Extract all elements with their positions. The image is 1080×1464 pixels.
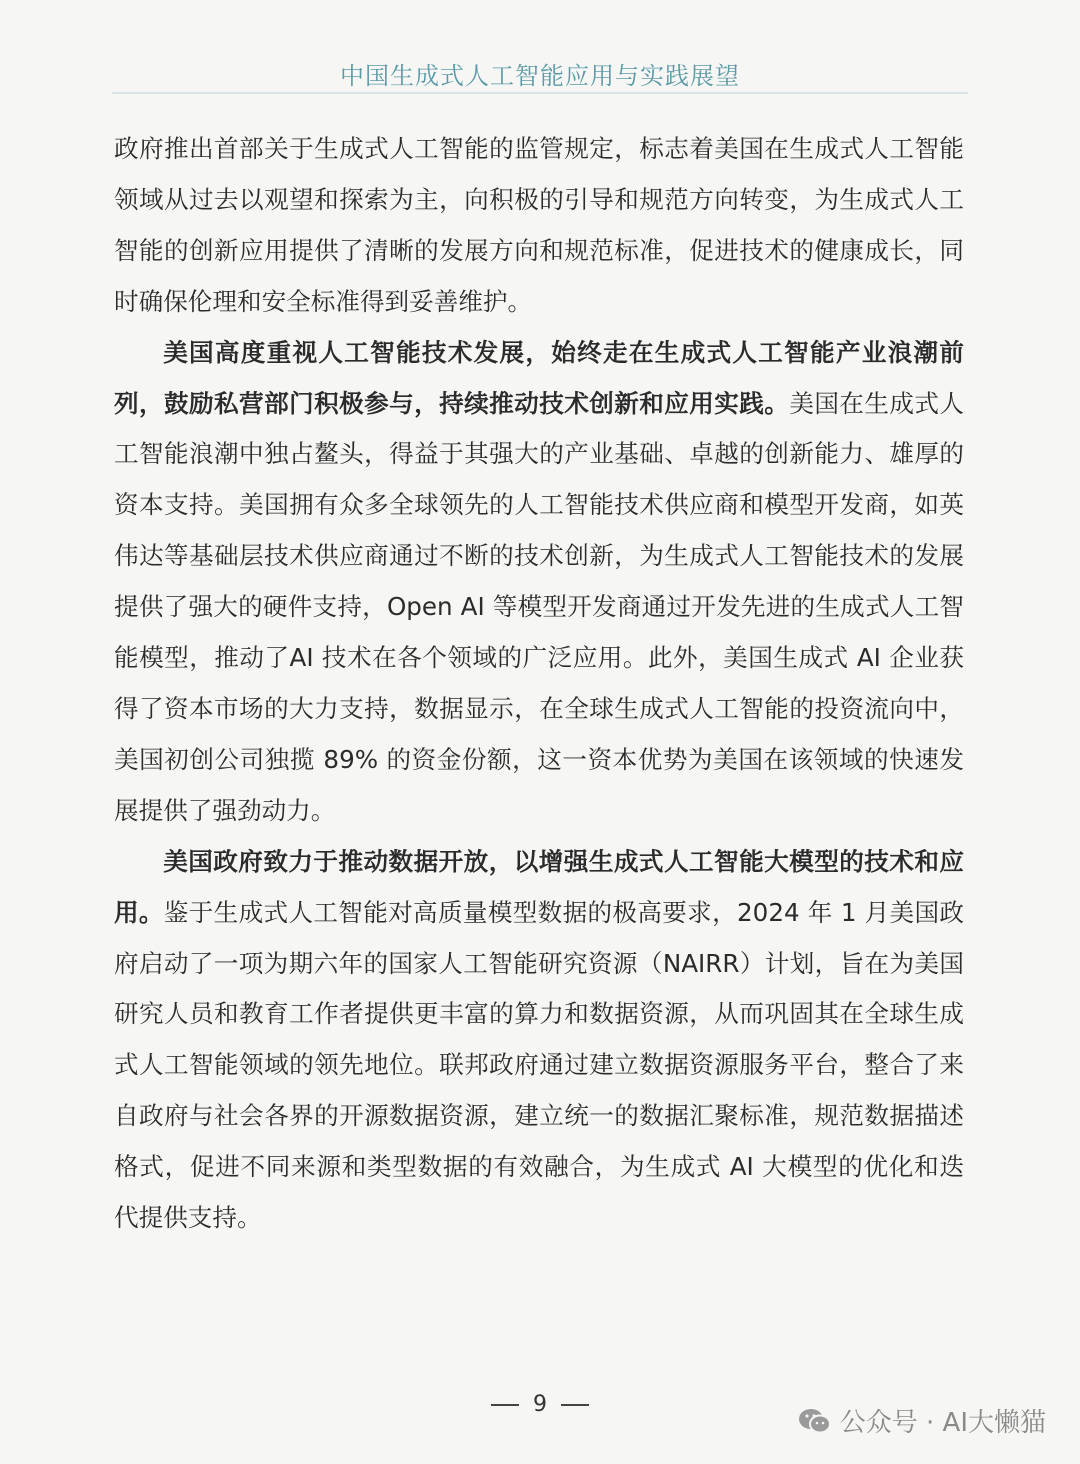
- page-header-title: 中国生成式人工智能应用与实践展望: [340, 62, 740, 90]
- footer-dash-right: [561, 1404, 589, 1406]
- paragraph-2: [114, 328, 964, 837]
- watermark: [798, 1402, 1046, 1439]
- paragraph-3-lead: 美国政府致力于推动数据开放，以增强生成式人工智能大模型的技术和应用。: [114, 846, 964, 927]
- paragraph-3: [114, 837, 964, 1244]
- paragraph-2-text: 美国在生成式人工智能浪潮中独占鳌头，得益于其强大的产业基础、卓越的创新能力、雄厚的资本支持。美国拥有众多全球领先的人工智能技术供应商和模型开发商，如英伟达等基础层技术供应商通过不断的技术创新，为生成式人工智能技术的发展提供了强大的硬件支持，Open AI 等模型开发商通过开发先进的生成式人工智能模型，推动了AI 技术在各个领域的广泛应用。此外，美国生成式 AI 企业获得了资本市场的大力支持，数据显示，在全球生成式人工智能的投资流向中，美国初创公司独揽 89% 的资金份额，这一资本优势为美国在该领域的快速发展提供了强劲动力。: [114, 388, 964, 825]
- page-number: 9: [533, 1392, 547, 1417]
- watermark-text: 公众号 · AI大懒猫: [839, 1408, 1046, 1438]
- paragraph-2-lead: 美国高度重视人工智能技术发展，始终走在生成式人工智能产业浪潮前列，鼓励私营部门积极参与，持续推动技术创新和应用实践。: [114, 337, 964, 418]
- footer-dash-left: [491, 1404, 519, 1406]
- wechat-icon: [798, 1407, 832, 1435]
- document-body: [114, 124, 964, 1244]
- paragraph-3-text: 鉴于生成式人工智能对高质量模型数据的极高要求，2024 年 1 月美国政府启动了一项为期六年的国家人工智能研究资源（NAIRR）计划，旨在为美国研究人员和教育工作者提供更丰富的算力和数据资源，从而巩固其在全球生成式人工智能领域的领先地位。联邦政府通过建立数据资源服务平台，整合了来自政府与社会各界的开源数据资源，建立统一的数据汇聚标准，规范数据描述格式，促进不同来源和类型数据的有效融合，为生成式 AI 大模型的优化和迭代提供支持。: [114, 897, 964, 1233]
- paragraph-1: 政府推出首部关于生成式人工智能的监管规定，标志着美国在生成式人工智能领域从过去以观望和探索为主，向积极的引导和规范方向转变，为生成式人工智能的创新应用提供了清晰的发展方向和规范标准，促进技术的健康成长，同时确保伦理和安全标准得到妥善维护。: [114, 134, 964, 316]
- header-divider: [112, 92, 968, 94]
